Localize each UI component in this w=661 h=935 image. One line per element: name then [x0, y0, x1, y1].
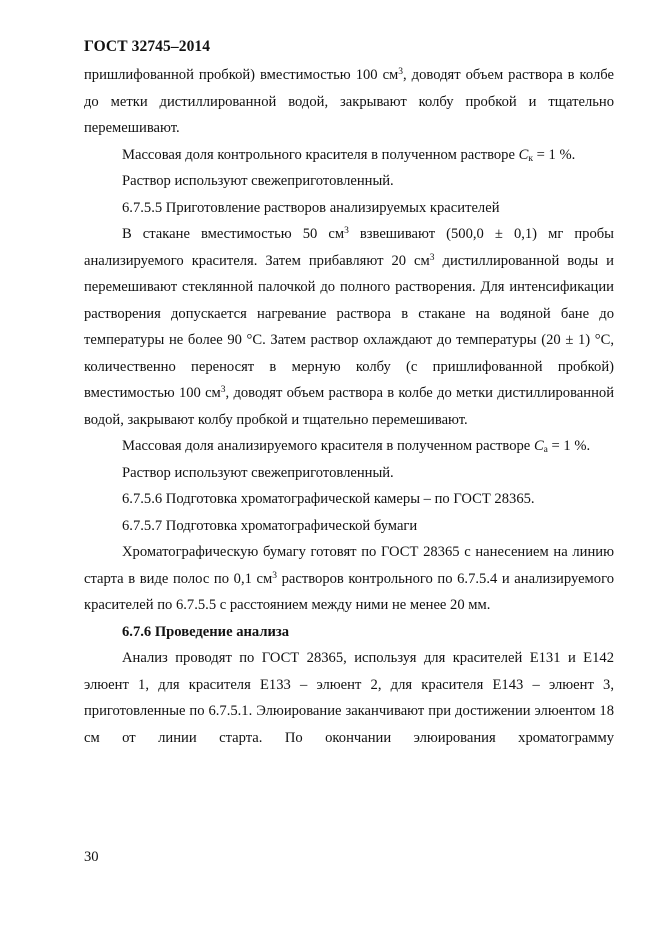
paragraph-fresh-solution: Раствор используют свежеприготовленный. — [122, 173, 394, 189]
paragraph-analyzed-dyes-prep — [84, 221, 614, 433]
paragraph-paper-prep — [84, 539, 614, 619]
formula-symbol: C — [533, 438, 544, 454]
text-run: = 1 %. — [547, 438, 591, 454]
section-heading-6-7-5-5: 6.7.5.5 Приготовление растворов анализируемых красителей — [122, 199, 500, 216]
paragraph-continuation — [84, 62, 614, 142]
document-header: ГОСТ 32745–2014 — [84, 38, 211, 55]
text-run: взвешивают (500,0 ± 0,1) мг пробы анализируемого красителя. Затем прибавляют 20 см — [84, 226, 614, 269]
paragraph-control-dye-fraction — [84, 142, 614, 169]
text-run: = 1 %. — [532, 146, 576, 163]
text-run: Хроматографическую бумагу готовят по ГОСТ 28365 с нанесением на линию старта в виде полос по 0,1 см — [84, 544, 614, 587]
superscript: 3 — [429, 252, 435, 263]
text-run: пришлифованной пробкой) вместимостью 100 см — [84, 67, 399, 83]
text-run: дистиллированной воды и перемешивают стеклянной палочкой до полного растворения. Для интенсификации растворения допускается нагревание раствора в стакане на водяной бане до температуры не более 90 °С. Затем раствор охлаждают до температуры (20 ± 1) °С, количественно переносят в мерную колбу (с пришлифованной пробкой) вместимостью 100 см — [84, 252, 614, 401]
superscript: 3 — [220, 385, 226, 395]
superscript: 3 — [398, 67, 404, 77]
text-run: , доводят объем раствора в колбе до метки дистиллированной водой, закрывают колбу пробкой и тщательно перемешивают. — [84, 385, 615, 428]
text-run: растворов контрольного по 6.7.5.4 и анализируемого красителей по 6.7.5.5 с расстоянием между ними не менее 20 мм. — [84, 570, 614, 613]
document-body — [84, 62, 614, 751]
paragraph-analyzed-dye-fraction — [84, 433, 614, 460]
text-run: Массовая доля анализируемого красителя в полученном растворе — [122, 438, 534, 454]
subscript: к — [528, 153, 533, 164]
paragraph-fresh-solution-2: Раствор используют свежеприготовленный. — [122, 464, 394, 481]
text-run: , доводят объем раствора в колбе до метки дистиллированной водой, закрывают колбу пробкой и тщательно перемешивают. — [84, 67, 614, 136]
text-run: В стакане вместимостью 50 см — [122, 226, 345, 242]
subscript: а — [543, 445, 548, 455]
superscript: 3 — [272, 570, 277, 581]
section-heading-6-7-5-6: 6.7.5.6 Подготовка хроматографической камеры – по ГОСТ 28365. — [122, 491, 535, 507]
superscript: 3 — [344, 226, 349, 236]
section-heading-6-7-5-7: 6.7.5.7 Подготовка хроматографической бумаги — [122, 517, 418, 534]
page-number: 30 — [84, 849, 99, 865]
section-heading-6-7-6: 6.7.6 Проведение анализа — [122, 623, 290, 640]
paragraph-analysis: Анализ проводят по ГОСТ 28365, используя для красителей Е131 и Е142 элюент 1, для красителя Е133 – элюент 2, для красителя Е143 – элюент 3, приготовленные по 6.7.5.1. Элюирование заканчивают при достижении элюентом 18 см от линии старта. По окончании элюирования хроматограмму — [84, 650, 614, 746]
text-run: Массовая доля контрольного красителя в полученном растворе — [122, 146, 519, 163]
formula-symbol: C — [518, 146, 529, 163]
